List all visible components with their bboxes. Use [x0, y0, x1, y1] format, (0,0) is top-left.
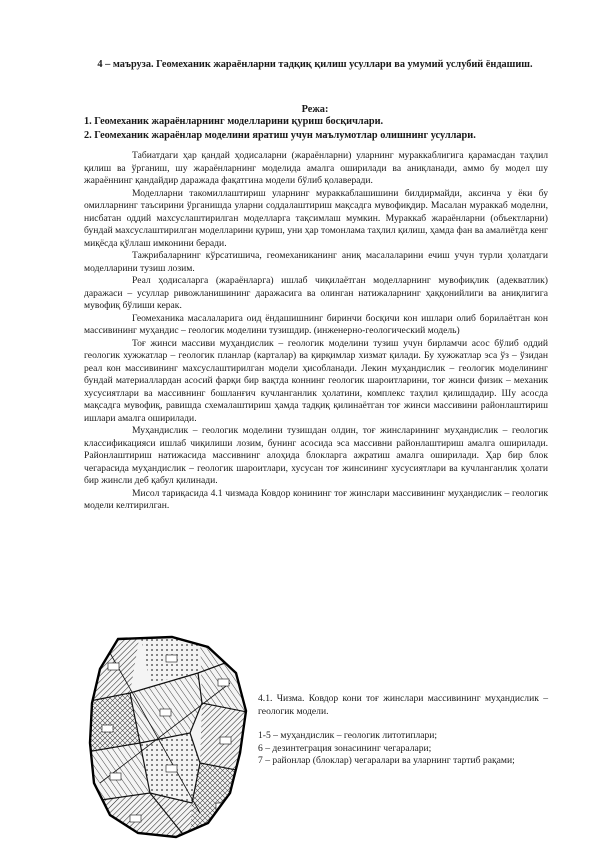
paragraph: Тажрибаларнинг кўрсатишича, геомеханиканинг аниқ масалаларини ечиш учун турли ҳолатдаги моделларини тузиш лозим.	[84, 250, 548, 274]
paragraph: Муҳандислик – геологик моделини тузишдан олдин, тоғ жинсларининг муҳандислик – геологик классификацияси ишлаб чиқилиши лозим, бунинг асосида эса массивни районлаштириш амалга оширилади. Районлаштириш натижасида массивнинг алоҳида блокларга ажратиш амалга оширилади. Ҳар бир блок чегарасида муҳандислик – геологик шароитлари, хусусан тоғ жинсининг хусусиятлари ва кучланганлик ҳолати бир жинсли деб қабул қилинади.	[84, 425, 548, 486]
paragraph: Мисол тариқасида 4.1 чизмада Ковдор конининг тоғ жинслари массивининг муҳандислик – геологик модели келтирилган.	[84, 487, 548, 511]
paragraph: Тоғ жинси массиви муҳандислик – геологик моделини тузиш учун бирламчи асос бўлиб оддий геологик хужжатлар – геологик планлар (карталар) ва қирқимлар хизмат қилади. Бу хужжатлар эса ўз – ўзидан реал кон массивининг махсуслаштирилган модели ҳисобланади. Лекин муҳандислик – геологик моделининг бундай материаллардан асосий фарқи бир вақтда коннинг геологик шароитларини, тоғ жинси физик – механик хусусиятлари ва массивнинг бошланғич кучланганлик ҳолатини, комплекс таҳлил қилишдадир. Шу асосда мақсадга мувофиқ, равишда схемалаштириш ҳамда тадқиқ қилинаётган тоғ жинси массивини районлаштириш ишлари амалга оширилади.	[84, 337, 548, 424]
geologic-model-figure	[80, 633, 252, 843]
caption-title: 4.1. Чизма. Ковдор кони тоғ жинслари массивининг муҳандислик – геологик модели.	[258, 693, 548, 717]
plan-heading: Режа:	[301, 104, 329, 115]
plan-item: 1. Геомеханик жараёнларнинг моделларини қуриш босқичлари.	[84, 116, 384, 127]
legend-item: 7 – районлар (блоклар) чегаралари ва уларнинг тартиб рақами;	[258, 755, 515, 767]
plan-list	[84, 115, 554, 143]
paragraph: Реал ҳодисаларга (жараёнларга) ишлаб чиқилаётган моделларнинг мувофиқлик (адекватлик) даражаси – усуллар ривожланишининг даражасига ва олинган натижаларнинг ҳаққонийлиги ва аниқлигига мувофиқ бўлиши керак.	[84, 275, 548, 311]
legend-item: 6 – дезинтеграция зонасининг чегаралари;	[258, 742, 432, 754]
lecture-title: 4 – маъруза. Геомеханик жараёнларни тадқиқ қилиш усуллари ва умумий услубий ёндашиш.	[97, 59, 533, 70]
paragraph: Моделларни такомиллаштириш уларнинг мураккаблашишини билдирмайди, аксинча у ёки бу омилларнинг таъсирини ўрганишда уларни соддалаштириш мақсадга мувофиқдир. Масалан мураккаб моделни, нисбатан оддий махсуслаштирилган моделларга тақсимлаш мумкин. Мураккаб жараёнларни (объектларни) бундай махсуслаштирилган моделларини қуриш, уни ҳар томонлама таҳлил қилиш, ҳамда фан ва амалиётда кенг миқёсда қўллаш имконини беради.	[84, 187, 548, 249]
paragraph: Геомеханика масалаларига оид ёндашишнинг биринчи босқичи кон ишлари олиб борилаётган кон массивининг муҳандис – геологик моделини тузишдир. (инженерно-геологический модель)	[84, 312, 548, 336]
legend-item: 1-5 – муҳандислик – геологик литотиплари;	[258, 730, 438, 742]
body-text	[84, 150, 548, 513]
paragraph: Табиатдаги ҳар қандай ҳодисаларни (жараёнларни) уларнинг мураккаблигига қарамасдан таҳлил қилиш ва ўрганиш, шу жараёнларнинг моделида амалга оширилади ва аниқланади, аммо бу модел шу жараённинг қандайдир даражада фақатгина модели бўлиб қолаверади.	[84, 150, 548, 186]
plan-item: 2. Геомеханик жараёнлар моделини яратиш учун маълумотлар олишнинг усуллари.	[84, 130, 476, 141]
figure-caption	[258, 693, 548, 768]
